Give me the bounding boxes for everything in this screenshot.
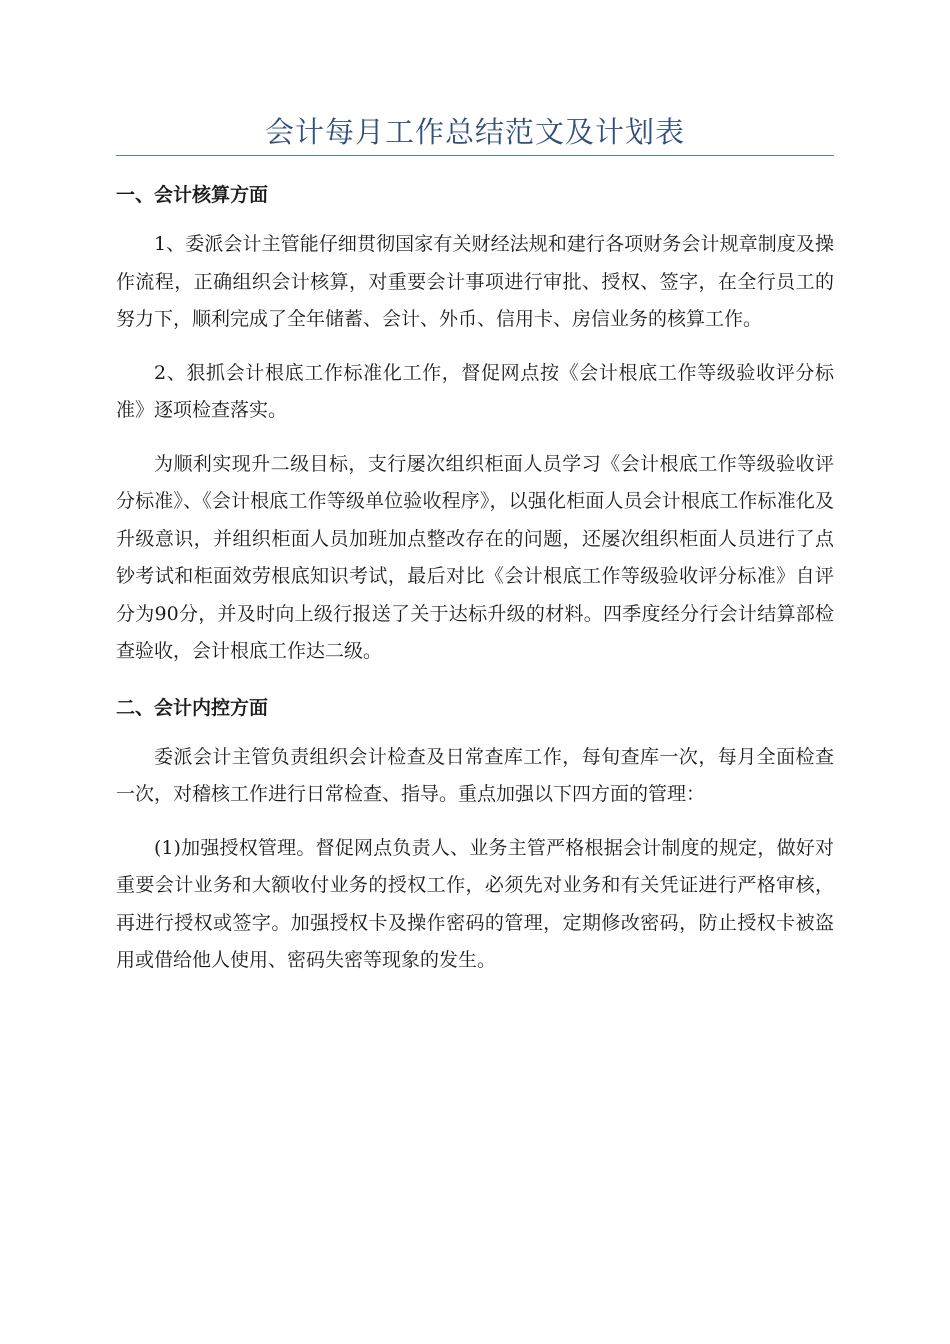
paragraph: 委派会计主管负责组织会计检查及日常查库工作，每旬查库一次，每月全面检查一次，对稽核工作进行日常检查、指导。重点加强以下四方面的管理： <box>116 745 834 805</box>
section-heading: 二、会计内控方面 <box>116 696 269 719</box>
document-page <box>116 112 834 980</box>
paragraph: 为顺利实现升二级目标，支行屡次组织柜面人员学习《会计根底工作等级验收评分标准》、《会计根底工作等级单位验收程序》，以强化柜面人员会计根底工作标准化及升级意识，并组织柜面人员加班加点整改存在的问题，还屡次组织柜面人员进行了点钞考试和柜面效劳根底知识考试，最后对比《会计根底工作等级验收评分标准》自评分为90分，并及时向上级行报送了关于达标升级的材料。四季度经分行会计结算部检查验收，会计根底工作达二级。 <box>116 452 834 662</box>
section-internal-control <box>116 695 834 980</box>
section-heading: 一、会计核算方面 <box>116 184 269 206</box>
paragraph: (1)加强授权管理。督促网点负责人、业务主管严格根据会计制度的规定，做好对重要会计业务和大额收付业务的授权工作，必须先对业务和有关凭证进行严格审核，再进行授权或签字。加强授权卡及操作密码的管理，定期修改密码，防止授权卡被盗用或借给他人使用、密码失密等现象的发生。 <box>116 836 834 971</box>
section-accounting <box>116 182 834 671</box>
document-title: 会计每月工作总结范文及计划表 <box>116 112 834 156</box>
paragraph: 1、委派会计主管能仔细贯彻国家有关财经法规和建行各项财务会计规章制度及操作流程，正确组织会计核算，对重要会计事项进行审批、授权、签字，在全行员工的努力下，顺利完成了全年储蓄、会计、外币、信用卡、房信业务的核算工作。 <box>116 233 834 330</box>
paragraph: 2、狠抓会计根底工作标准化工作，督促网点按《会计根底工作等级验收评分标准》逐项检查落实。 <box>116 361 834 421</box>
